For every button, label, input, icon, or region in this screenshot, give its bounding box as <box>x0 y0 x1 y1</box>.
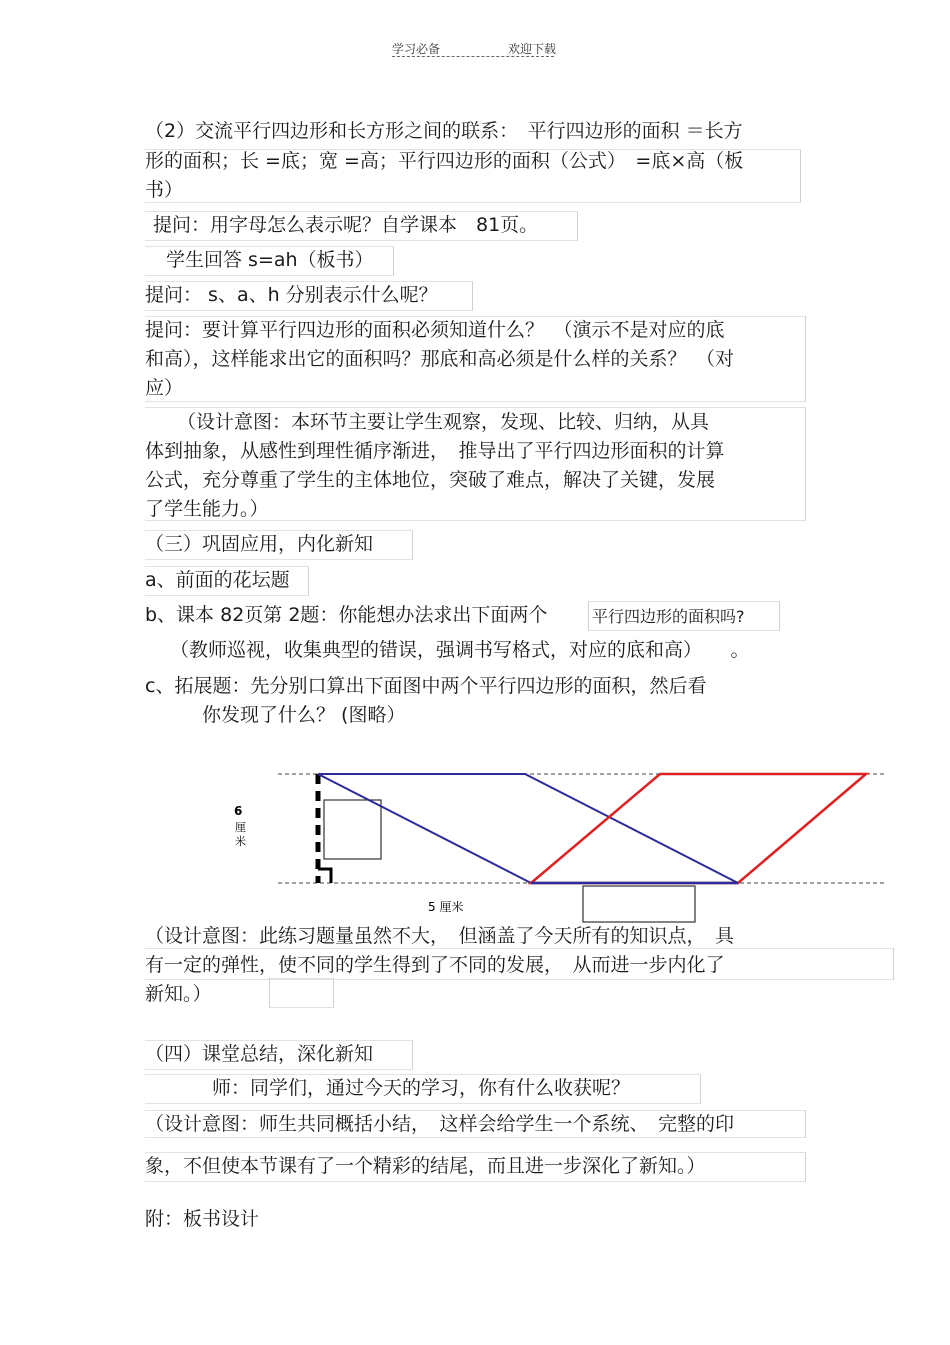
text-line: 和高），这样能求出它的面积吗？那底和高必须是什么样的关系？ （对 <box>145 348 735 370</box>
text-line: （教师巡视，收集典型的错误，强调书写格式，对应的底和高） 。 <box>170 639 750 661</box>
text-line: 形的面积；长 =底；宽 =高；平行四边形的面积（公式） =底×高（板 <box>145 150 744 172</box>
text-line: 了学生能力。） <box>145 498 269 520</box>
text-line: 有一定的弹性，使不同的学生得到了不同的发展， 从而进一步内化了 <box>145 954 725 976</box>
text-line: 学生回答 s=ah（板书） <box>166 249 374 271</box>
text-line: 师：同学们，通过今天的学习，你有什么收获呢？ <box>212 1077 631 1099</box>
red-parallelogram <box>531 774 866 883</box>
base-label: 5 厘米 <box>428 900 464 914</box>
height-unit: 米 <box>235 835 246 848</box>
height-number: 6 <box>234 804 243 818</box>
text-line: 公式，充分尊重了学生的主体地位，突破了难点，解决了关键，发展 <box>145 469 716 491</box>
text-line: 书） <box>145 179 184 201</box>
text-line: b、课本 82页第 2题：你能想办法求出下面两个 <box>145 604 548 626</box>
label-box <box>583 886 695 922</box>
header-right: 欢迎下载 <box>508 42 557 56</box>
text-line: 附：板书设计 <box>145 1208 260 1230</box>
label-box <box>324 800 381 859</box>
header-left: 学习必备 <box>392 42 441 56</box>
text-line: 象，不但使本节课有了一个精彩的结尾，而且进一步深化了新知。） <box>145 1155 706 1177</box>
section-heading: （三）巩固应用，内化新知 <box>145 533 374 555</box>
text-line: （2）交流平行四边形和长方形之间的联系： 平行四边形的面积 ＝长方 <box>145 120 743 142</box>
section-heading: （四）课堂总结，深化新知 <box>145 1043 374 1065</box>
text-line: 平行四边形的面积吗? <box>592 607 745 626</box>
text-line: 提问：要计算平行四边形的面积必须知道什么？ （演示不是对应的底 <box>145 319 725 341</box>
text-line: 你发现了什么？ (图略） <box>202 704 406 726</box>
text-line: （设计意图：此练习题量虽然不大， 但涵盖了今天所有的知识点， 具 <box>145 925 735 947</box>
text-line: 新知。） <box>145 983 212 1005</box>
text-line: 应） <box>145 377 184 399</box>
height-unit: 厘 <box>235 821 246 834</box>
text-line: a、前面的花坛题 <box>145 569 290 591</box>
text-line: 提问：用字母怎么表示呢？自学课本 81页。 <box>153 214 539 236</box>
text-line: c、拓展题：先分别口算出下面图中两个平行四边形的面积，然后看 <box>145 675 707 697</box>
text-line: （设计意图：本环节主要让学生观察，发现、比较、归纳，从具 <box>177 411 710 433</box>
text-line: （设计意图：师生共同概括小结， 这样会给学生一个系统、 完整的印 <box>145 1113 735 1135</box>
text-line: 提问： s、a、h 分别表示什么呢？ <box>145 284 438 306</box>
text-line: 体到抽象，从感性到理性循序渐进， 推导出了平行四边形面积的计算 <box>145 440 725 462</box>
